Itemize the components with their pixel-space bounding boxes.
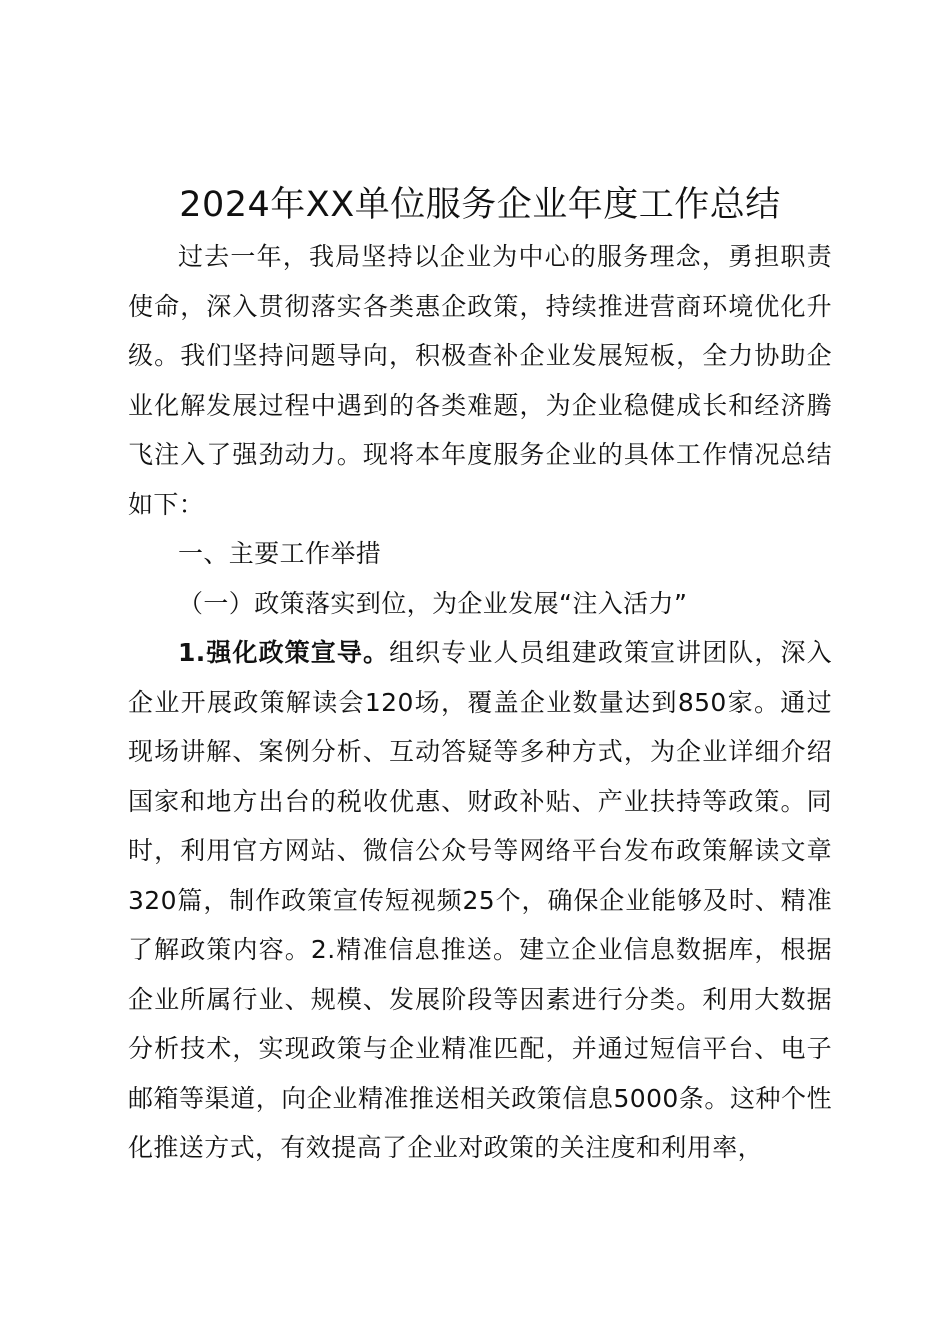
intro-paragraph: 过去一年，我局坚持以企业为中心的服务理念，勇担职责使命，深入贯彻落实各类惠企政策，持续推进营商环境优化升级。我们坚持问题导向，积极查补企业发展短板，全力协助企业化解发展过程中遇到的各类难题，为企业稳健成长和经济腾飞注入了强劲动力。现将本年度服务企业的具体工作情况总结如下： [128, 242, 832, 519]
item-lead-text: 1.强化政策宣导。 [178, 638, 390, 667]
document-title: 2024年XX单位服务企业年度工作总结 [179, 185, 781, 225]
item-paragraph [128, 628, 832, 1173]
section-heading: 一、主要工作举措 [178, 539, 382, 568]
document-page [128, 178, 832, 1173]
item-body-text: 组织专业人员组建政策宣讲团队，深入企业开展政策解读会120场，覆盖企业数量达到850家。通过现场讲解、案例分析、互动答疑等多种方式，为企业详细介绍国家和地方出台的税收优惠、财政补贴、产业扶持等政策。同时，利用官方网站、微信公众号等网络平台发布政策解读文章320篇，制作政策宣传短视频25个，确保企业能够及时、精准了解政策内容。2.精准信息推送。建立企业信息数据库，根据企业所属行业、规模、发展阶段等因素进行分类。利用大数据分析技术，实现政策与企业精准匹配，并通过短信平台、电子邮箱等渠道，向企业精准推送相关政策信息5000条。这种个性化推送方式，有效提高了企业对政策的关注度和利用率， [128, 638, 832, 1162]
subsection-heading: （一）政策落实到位，为企业发展“注入活力” [178, 588, 688, 618]
